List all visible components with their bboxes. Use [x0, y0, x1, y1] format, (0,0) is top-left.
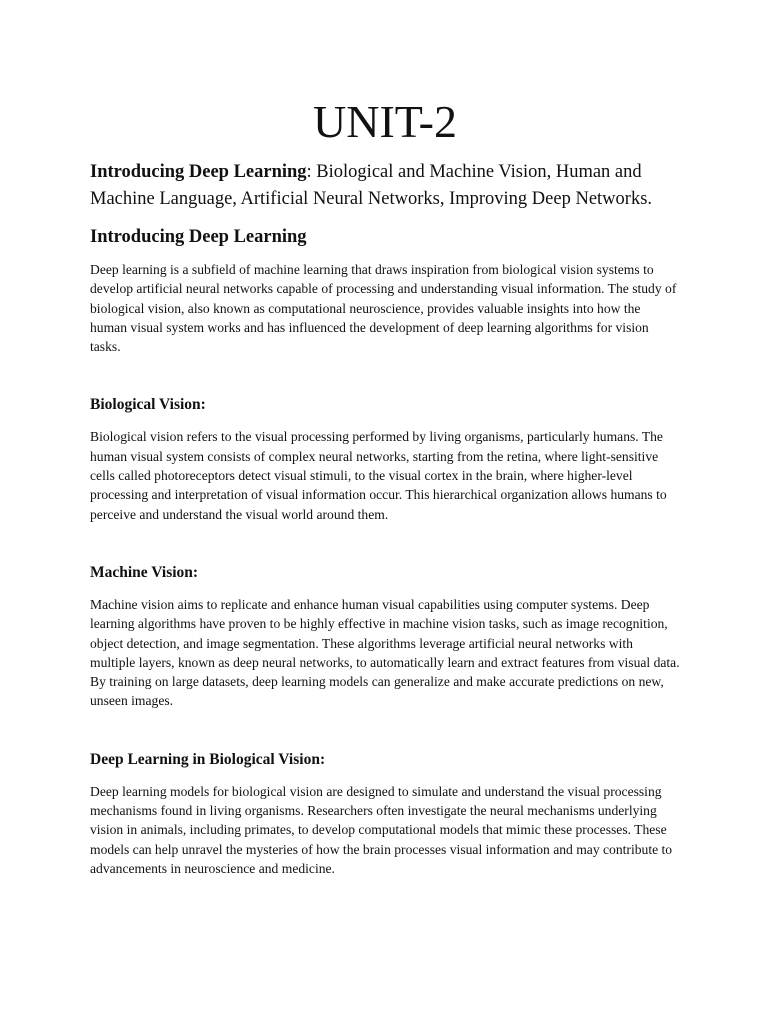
section-heading-introducing-deep-learning: Introducing Deep Learning	[90, 227, 307, 247]
section-body-deep-learning-in-biological-vision: Deep learning models for biological vision are designed to simulate and understand the visual processing mechanisms found in living organisms. Researchers often investigate the neural mechanisms underlying vision in animals, including primates, to develop computational models that mimic these processes. These models can help unravel the mysteries of how the brain processes visual information and may contribute to advancements in neuroscience and medicine.	[90, 783, 673, 876]
section-spacer	[90, 711, 680, 750]
intro-rest: : Biological and Machine Vision, Human and Machine Language, Artificial Neural Networks, Improving Deep Networks.	[90, 162, 653, 209]
section-heading-deep-learning-in-biological-vision: Deep Learning in Biological Vision:	[90, 750, 326, 768]
section-heading-machine-vision: Machine Vision:	[90, 563, 199, 581]
intro-paragraph	[90, 159, 680, 212]
page-title: UNIT-2	[313, 96, 457, 147]
section-body-introducing-deep-learning: Deep learning is a subfield of machine learning that draws inspiration from biological vision systems to develop artificial neural networks capable of processing and understanding visual information. The study of biological vision, also known as computational neuroscience, provides valuable insights into how the human visual system works and has influenced the development of deep learning algorithms for vision tasks.	[90, 262, 677, 355]
intro-lead: Introducing Deep Learning	[90, 162, 307, 182]
section-spacer	[90, 524, 680, 563]
section-spacer	[90, 356, 680, 395]
section-body-machine-vision: Machine vision aims to replicate and enhance human visual capabilities using computer systems. Deep learning algorithms have proven to be highly effective in machine vision tasks, such as image recognition, object detection, and image segmentation. These algorithms leverage artificial neural networks with multiple layers, known as deep neural networks, to automatically learn and extract features from visual data. By training on large datasets, deep learning models can generalize and make accurate predictions on new, unseen images.	[90, 596, 680, 709]
section-heading-biological-vision: Biological Vision:	[90, 396, 206, 414]
section-body-biological-vision: Biological vision refers to the visual processing performed by living organisms, particularly humans. The human visual system consists of complex neural networks, starting from the retina, where light-sensitive cells called photoreceptors detect visual stimuli, to the visual cortex in the brain, where higher-level processing and interpretation of visual information occur. This hierarchical organization allows humans to perceive and understand the visual world around them.	[90, 429, 667, 522]
